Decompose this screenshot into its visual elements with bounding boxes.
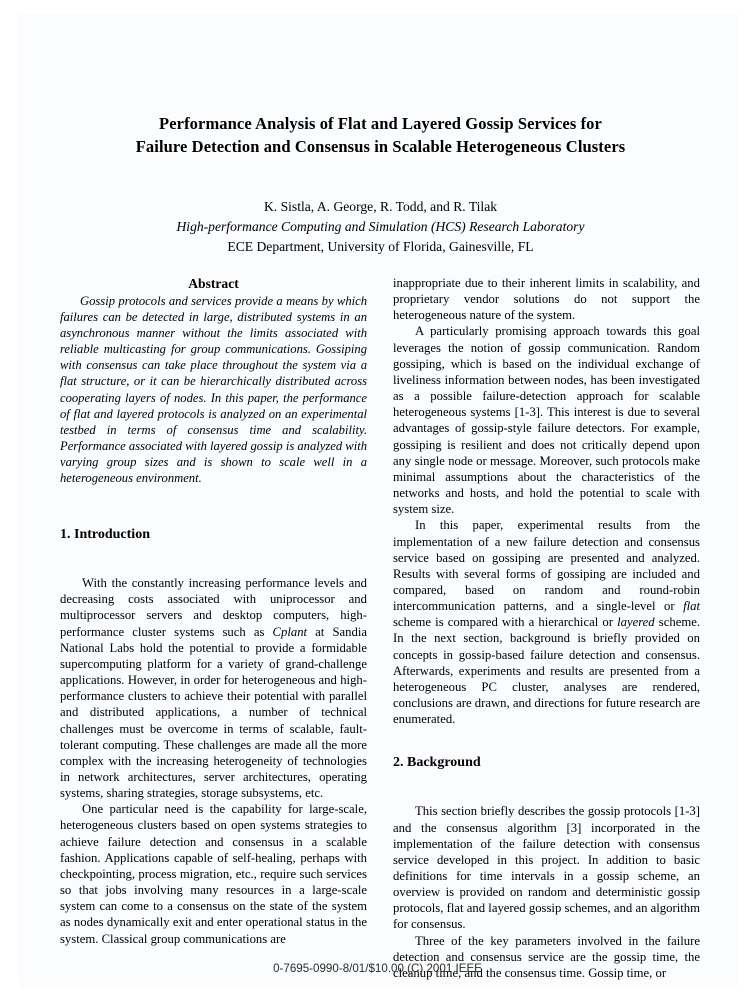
left-column xyxy=(60,275,367,981)
right-column xyxy=(393,275,700,981)
title-line-2: Failure Detection and Consensus in Scalable Heterogeneous Clusters xyxy=(135,137,626,156)
intro-p4-part-b: scheme is compared with a hierarchical or xyxy=(393,615,618,630)
intro-paragraph-1 xyxy=(60,575,367,801)
author-department: ECE Department, University of Florida, Gainesville, FL xyxy=(227,239,534,254)
intro-p4-part-a: In this paper, experimental results from the implementation of a new failure detection and consensus service based on gossiping are presented and analyzed. Results with several forms of gossiping are included and compared, based on random and round-robin intercommunication patterns, and a single-level or xyxy=(393,518,700,614)
intro-p4-part-c: scheme. In the next section, background is briefly provided on concepts in gossip-based failure detection and consensus. Afterwards, experiments and results are presented from a heterogeneous PC cluster, analyses are rendered, conclusions are drawn, and directions for future research are enumerated. xyxy=(393,615,701,727)
flat-italic: flat xyxy=(683,599,700,614)
author-block xyxy=(60,197,701,257)
author-affiliation: High-performance Computing and Simulation (HCS) Research Laboratory xyxy=(176,219,585,234)
title-line-1: Performance Analysis of Flat and Layered Gossip Services for xyxy=(159,114,602,133)
background-paragraph-1: This section briefly describes the gossip protocols [1-3] and the consensus algorithm [3] incorporated in the implementation of the failure detection with consensus service developed in this project. In addition to basic definitions for time intervals in a gossip scheme, an overview is provided on random and deterministic gossip protocols, flat and layered gossip schemes, and an algorithm for consensus. xyxy=(393,804,700,932)
cplant-italic: Cplant xyxy=(272,624,308,639)
section-heading-background: 2. Background xyxy=(393,755,481,771)
intro-paragraph-4 xyxy=(393,517,700,727)
page-content xyxy=(60,0,701,1000)
abstract-text: Gossip protocols and services provide a means by which failures can be detected in large, distributed systems in an asynchronous manner without the limits associated with reliable multicasting for group communications. Gossiping with consensus can take place throughout the system via a flat structure, or it can be hierarchically distributed across cooperating layers of nodes. In this paper, the performance of flat and layered protocols is analyzed on an experimental testbed in terms of consensus time and scalability. Performance associated with layered gossip is analyzed with varying group sizes and is shown to scale well in a heterogeneous environment. xyxy=(60,294,367,486)
section-heading-introduction: 1. Introduction xyxy=(60,527,150,543)
layered-italic: layered xyxy=(617,615,655,630)
background-paragraph-2: Three of the key parameters involved in the failure detection and consensus service are the gossip time, the cleanup time, and the consensus time. Gossip time, or xyxy=(393,933,700,980)
paper-title xyxy=(60,0,701,158)
copyright-footer: 0-7695-0990-8/01/$10.00 (C) 2001 IEEE xyxy=(273,962,482,975)
page-edge-right xyxy=(738,0,755,1000)
continued-paragraph: inappropriate due to their inherent limits in scalability, and proprietary vendor solutions do not support the heterogeneous nature of the system. xyxy=(393,276,700,323)
intro-p1-part-a: With the constantly increasing performance levels and decreasing costs associated with uniprocessor and multiprocessor servers and desktop computers, high-performance cluster systems such as xyxy=(60,576,367,639)
two-column-body xyxy=(60,275,701,981)
author-names: K. Sistla, A. George, R. Todd, and R. Tilak xyxy=(263,199,498,214)
abstract-heading: Abstract xyxy=(188,276,239,291)
intro-p1-part-b: at Sandia National Labs hold the potential to provide a formidable supercomputing platform for a variety of grand-challenge applications. However, in order for heterogeneous and high-performance clusters to achieve their potential with parallel and distributed applications, a number of technical challenges must be overcome in terms of scalable, fault-tolerant computing. These challenges are made all the more complex with the increasing heterogeneity of technologies in network architectures, server architectures, operating systems, sharing strategies, storage subsystems, etc. xyxy=(60,624,367,801)
page-edge-left xyxy=(0,0,19,1000)
intro-paragraph-2: One particular need is the capability for large-scale, heterogeneous clusters based on open systems strategies to achieve failure detection and consensus in a scalable fashion. Applications capable of self-healing, perhaps with checkpointing, process migration, etc., require such services so that jobs involving many resources in a large-scale system can come to a consensus on the state of the system as nodes dynamically exit and enter operational status in the system. Classical group communications are xyxy=(60,802,367,946)
intro-paragraph-3: A particularly promising approach towards this goal leverages the notion of gossip communication. Random gossiping, which is based on the individual exchange of liveliness information between nodes, has been investigated as a possible failure-detection approach for scalable heterogeneous systems [1-3]. This interest is due to several advantages of gossip-style failure detectors. For example, gossiping is resilient and does not critically depend upon any single node or message. Moreover, such protocols make minimal assumptions about the characteristics of the networks and hosts, and hold the potential to scale with system size. xyxy=(393,324,700,517)
